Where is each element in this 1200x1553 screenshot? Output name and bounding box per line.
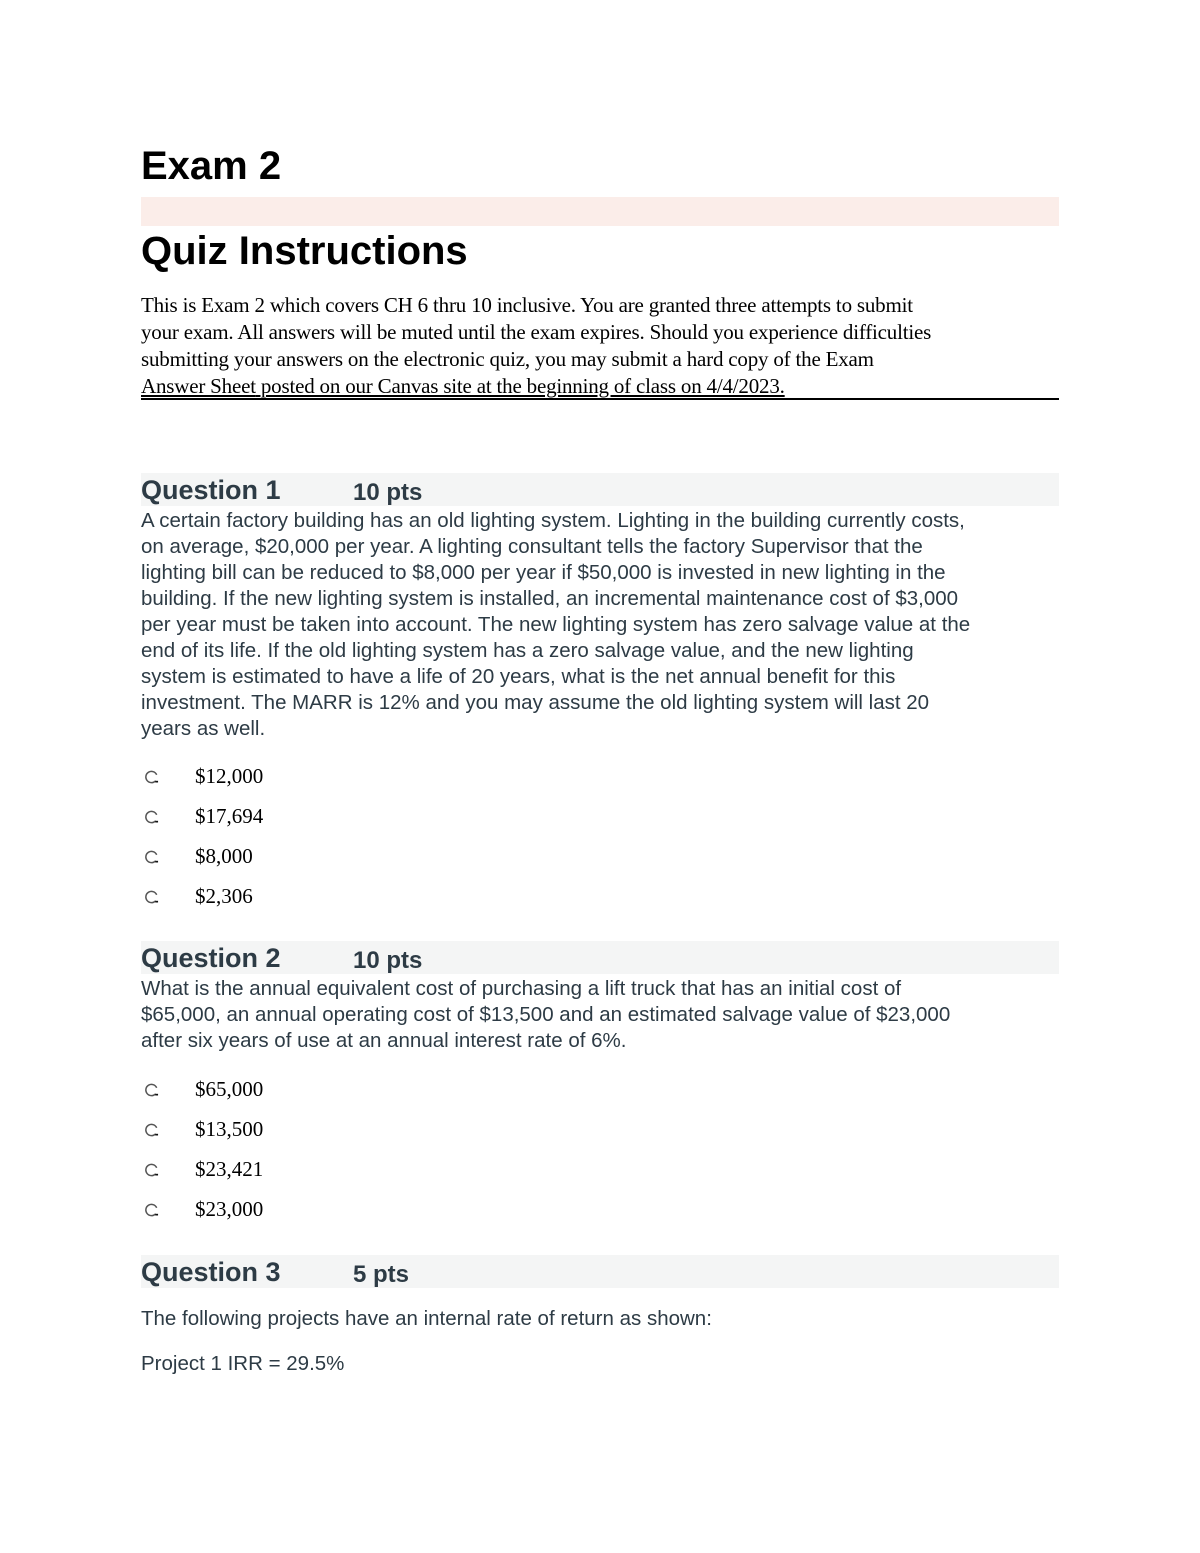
question-2-points: 10 pts (353, 947, 423, 974)
question-text-line: years as well. (141, 717, 266, 740)
answer-option[interactable] (141, 764, 1059, 808)
answer-option[interactable] (141, 884, 1059, 928)
answer-label: $65,000 (195, 1077, 264, 1101)
instructions-line: your exam. All answers will be muted until the exam expires. Should you experience difficulties (141, 320, 932, 344)
question-text-line: system is estimated to have a life of 20 years, what is the net annual benefit for this (141, 665, 896, 688)
instructions-divider (141, 398, 1059, 400)
question-3-points: 5 pts (353, 1261, 410, 1288)
question-2-header (141, 941, 1059, 974)
question-2-answers (141, 1077, 1059, 1241)
question-text-line: $65,000, an annual operating cost of $13,500 and an estimated salvage value of $23,000 (141, 1003, 951, 1026)
answer-option[interactable] (141, 1077, 1059, 1121)
question-text-line: per year must be taken into account. The new lighting system has zero salvage value at the (141, 613, 971, 636)
question-3-title: Question 3 (141, 1257, 281, 1287)
question-text-line: investment. The MARR is 12% and you may assume the old lighting system will last 20 (141, 691, 930, 714)
answer-option[interactable] (141, 844, 1059, 888)
radio-button-icon[interactable] (144, 1082, 159, 1097)
question-1-points: 10 pts (353, 479, 423, 506)
question-3-intro: The following projects have an internal rate of return as shown: (141, 1307, 712, 1330)
question-2-title: Question 2 (141, 943, 281, 973)
answer-label: $23,421 (195, 1157, 264, 1181)
instructions-line-rest: posted on our Canvas site at the beginning of class on 4/4/2023. (255, 374, 785, 398)
instructions-line: submitting your answers on the electronic quiz, you may submit a hard copy of the Exam (141, 347, 874, 371)
radio-button-icon[interactable] (144, 849, 159, 864)
question-1-text (141, 508, 1059, 742)
answer-label: $13,500 (195, 1117, 264, 1141)
question-1-title: Question 1 (141, 475, 281, 505)
answer-label: $2,306 (195, 884, 253, 908)
title-band-divider (141, 197, 1059, 226)
question-text-line: end of its life. If the old lighting system has a zero salvage value, and the new lighting (141, 639, 914, 662)
quiz-instructions-heading: Quiz Instructions (141, 229, 468, 273)
instructions-line (141, 373, 1059, 400)
answer-label: $23,000 (195, 1197, 264, 1221)
instructions-line: This is Exam 2 which covers CH 6 thru 10 inclusive. You are granted three attempts to submit (141, 293, 913, 317)
exam-title: Exam 2 (141, 144, 282, 188)
answer-option[interactable] (141, 1117, 1059, 1161)
question-text-line: on average, $20,000 per year. A lighting consultant tells the factory Supervisor that the (141, 535, 923, 558)
radio-button-icon[interactable] (144, 769, 159, 784)
question-3-project-1: Project 1 IRR = 29.5% (141, 1352, 345, 1375)
question-3-header (141, 1255, 1059, 1288)
question-text-line: after six years of use at an annual interest rate of 6%. (141, 1029, 627, 1052)
radio-button-icon[interactable] (144, 809, 159, 824)
question-1-answers (141, 764, 1059, 928)
radio-button-icon[interactable] (144, 889, 159, 904)
question-text-line: What is the annual equivalent cost of purchasing a lift truck that has an initial cost of (141, 977, 902, 1000)
question-text-line: building. If the new lighting system is installed, an incremental maintenance cost of $3,000 (141, 587, 959, 610)
answer-label: $8,000 (195, 844, 253, 868)
answer-sheet-link[interactable]: Answer Sheet (141, 374, 256, 398)
answer-label: $17,694 (195, 804, 264, 828)
answer-option[interactable] (141, 1197, 1059, 1241)
question-1-header (141, 473, 1059, 506)
radio-button-icon[interactable] (144, 1202, 159, 1217)
radio-button-icon[interactable] (144, 1122, 159, 1137)
question-text-line: A certain factory building has an old lighting system. Lighting in the building currently costs, (141, 509, 965, 532)
radio-button-icon[interactable] (144, 1162, 159, 1177)
question-text-line: lighting bill can be reduced to $8,000 per year if $50,000 is invested in new lighting in the (141, 561, 946, 584)
answer-option[interactable] (141, 804, 1059, 848)
answer-option[interactable] (141, 1157, 1059, 1201)
question-2-text (141, 976, 1059, 1054)
answer-label: $12,000 (195, 764, 264, 788)
quiz-instructions-text (141, 292, 1059, 400)
